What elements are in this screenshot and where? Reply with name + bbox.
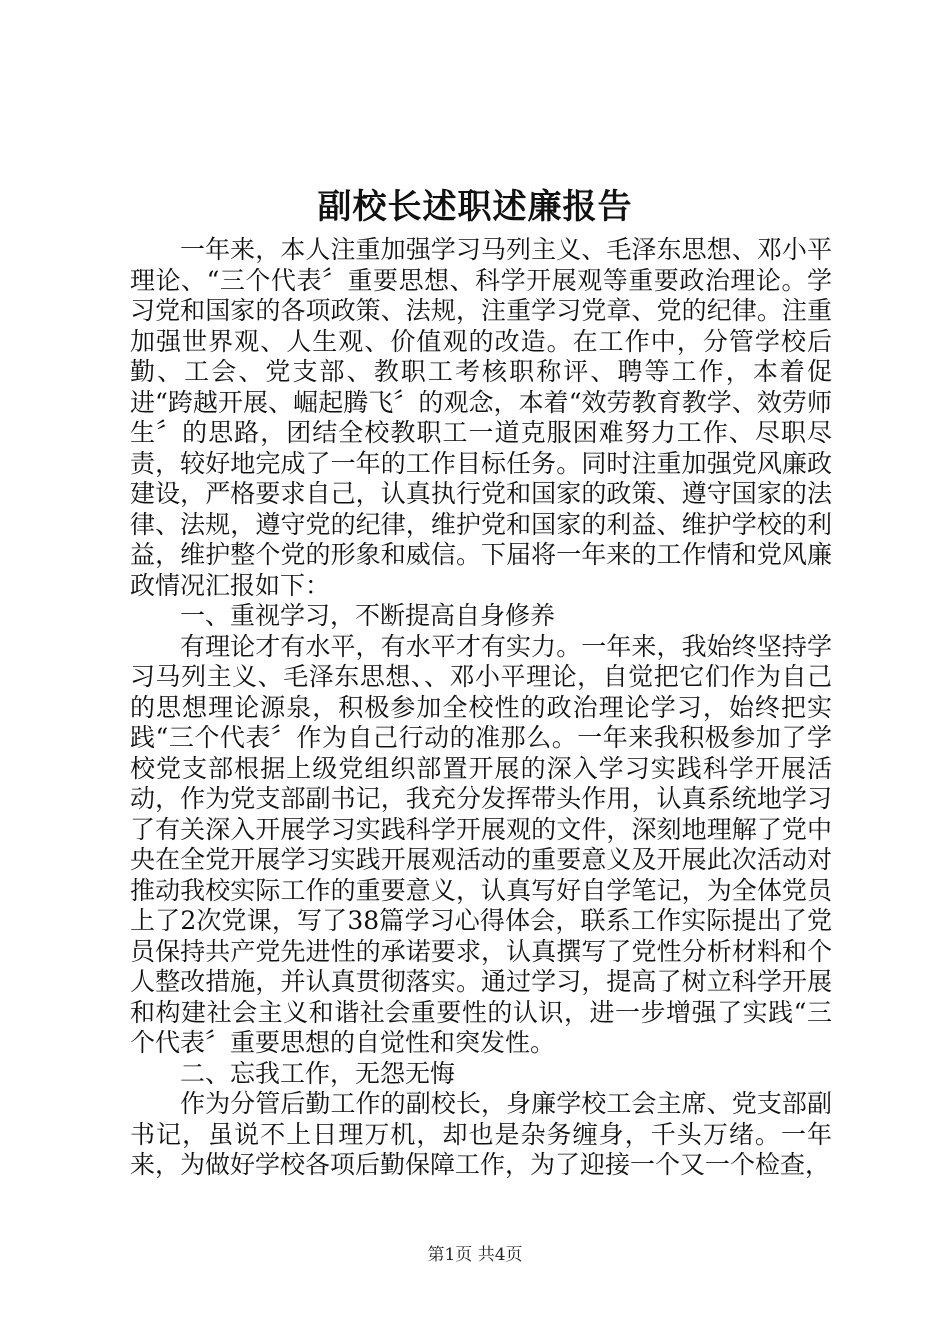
section-2-paragraph: 作为分管后勤工作的副校长，身廉学校工会主席、党支部副书记，虽说不上日理万机，却也是杂务缠身，千头万绪。一年来，为做好学校各项后勤保障工作，为了迎接一个又一个检查， (130, 1089, 832, 1179)
section-heading-2: 二、忘我工作，无怨无悔 (180, 1058, 456, 1088)
document-body (130, 235, 832, 1181)
page-footer: 第1页 共4页 (427, 1245, 523, 1265)
intro-paragraph: 一年来，本人注重加强学习马列主义、毛泽东思想、邓小平理论、“三个代表〞重要思想、科学开展观等重要政治理论。学习党和国家的各项政策、法规，注重学习党章、党的纪律。注重加强世界观、人生观、价值观的改造。在工作中，分管学校后勤、工会、党支部、教职工考核职称评、聘等工作，本着促进“跨越开展、崛起腾飞〞的观念，本着“效劳教育教学、效劳师生〞的思路，团结全校教职工一道克服困难努力工作、尽职尽责，较好地完成了一年的工作目标任务。同时注重加强党风廉政建设，严格要求自己，认真执行党和国家的政策、遵守国家的法律、法规，遵守党的纪律，维护党和国家的利益、维护学校的利益，维护整个党的形象和威信。下届将一年来的工作情和党风廉政情况汇报如下： (130, 235, 832, 600)
document-title: 副校长述职述廉报告 (317, 187, 633, 227)
section-heading-1: 一、重视学习，不断提高自身修养 (180, 601, 556, 630)
section-1-paragraph: 有理论才有水平，有水平才有实力。一年来，我始终坚持学习马列主义、毛泽东思想、、邓小平理论，自觉把它们作为自己的思想理论源泉，积极参加全校性的政治理论学习，始终把实践“三个代表〞作为自己行动的准那么。一年来我积极参加了学校党支部根据上级党组织部置开展的深入学习实践科学开展活动，作为党支部副书记，我充分发挥带头作用，认真系统地学习了有关深入开展学习实践科学开展观的文件，深刻地理解了党中央在全党开展学习实践开展观活动的重要意义及开展此次活动对推动我校实际工作的重要意义，认真写好自学笔记，为全体党员上了2次党课，写了38篇学习心得体会，联系工作实际提出了党员保持共产党先进性的承诺要求，认真撰写了党性分析材料和个人整改措施，并认真贯彻落实。通过学习，提高了树立科学开展和构建社会主义和谐社会重要性的认识，进一步增强了实践“三个代表〞重要思想的自觉性和突发性。 (130, 631, 832, 1057)
